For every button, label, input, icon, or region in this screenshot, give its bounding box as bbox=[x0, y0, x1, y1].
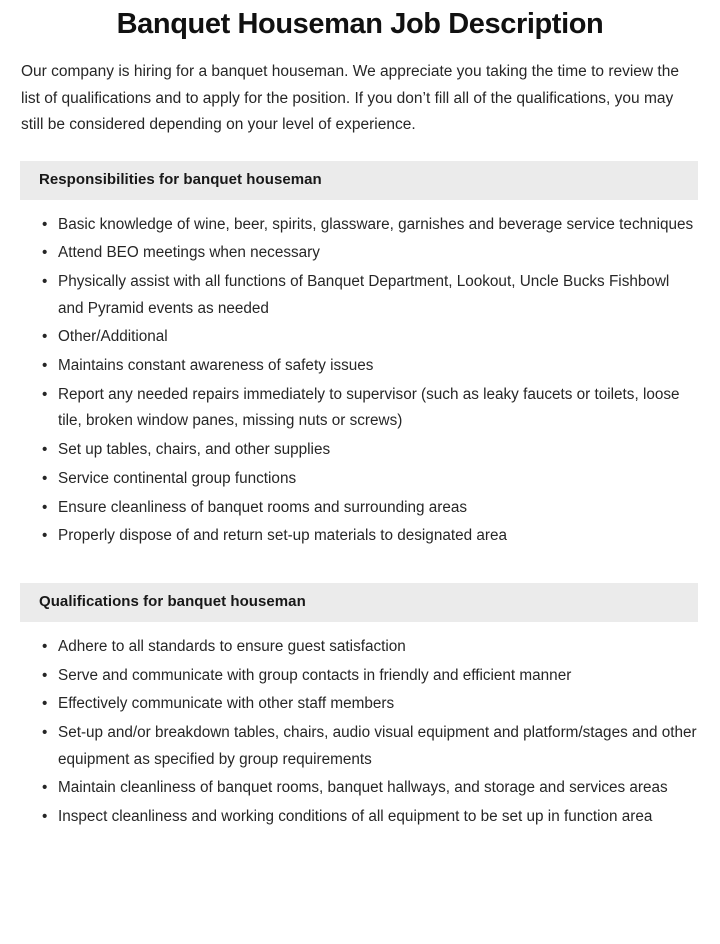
bullet-icon: • bbox=[42, 272, 48, 290]
bullet-icon: • bbox=[42, 779, 48, 797]
list-item-text: Serve and communicate with group contacts in friendly and efficient manner bbox=[58, 666, 572, 684]
bullet-icon: • bbox=[42, 244, 48, 262]
list-item bbox=[20, 691, 698, 718]
list-item-text: Set-up and/or breakdown tables, chairs, audio visual equipment and platform/stages and other equipment as specified by group requirements bbox=[58, 724, 697, 768]
list-item-text: Attend BEO meetings when necessary bbox=[58, 244, 320, 262]
list-item-text: Set up tables, chairs, and other supplies bbox=[58, 441, 331, 459]
list-item-text: Effectively communicate with other staff members bbox=[58, 695, 395, 713]
bullet-icon: • bbox=[42, 724, 48, 742]
section-spacer bbox=[0, 552, 720, 561]
list-item-text: Maintains constant awareness of safety issues bbox=[58, 357, 374, 375]
bullet-icon: • bbox=[42, 666, 48, 684]
bullet-icon: • bbox=[42, 215, 48, 233]
list-item bbox=[20, 240, 698, 267]
section-qualifications bbox=[0, 583, 720, 831]
list-item-text: Ensure cleanliness of banquet rooms and surrounding areas bbox=[58, 498, 468, 516]
bullet-icon: • bbox=[42, 637, 48, 655]
bullet-icon: • bbox=[42, 328, 48, 346]
list-item-text: Basic knowledge of wine, beer, spirits, glassware, garnishes and beverage service techniques bbox=[58, 215, 694, 233]
section-heading-label: Qualifications for banquet houseman bbox=[39, 593, 306, 611]
section-responsibilities bbox=[0, 161, 720, 550]
list-item-text: Physically assist with all functions of Banquet Department, Lookout, Uncle Bucks Fishbowl and Pyramid events as needed bbox=[58, 272, 670, 317]
list-item-text: Service continental group functions bbox=[58, 469, 297, 487]
list-item bbox=[20, 466, 698, 493]
bullet-icon: • bbox=[42, 808, 48, 826]
qualifications-list bbox=[0, 622, 720, 831]
intro-paragraph: Our company is hiring for a banquet houseman. We appreciate you taking the time to review the list of qualifications and to apply for the position. If you don’t fill all of the qualifications, you may still be considered depending on your level of experience. bbox=[21, 63, 679, 133]
list-item bbox=[20, 324, 698, 351]
list-item bbox=[20, 634, 698, 661]
list-item-text: Report any needed repairs immediately to supervisor (such as leaky faucets or toilets, loose tile, broken window panes, missing nuts or screws) bbox=[58, 385, 680, 430]
list-item bbox=[20, 720, 698, 773]
list-item bbox=[20, 353, 698, 380]
page-title: Banquet Houseman Job Description bbox=[116, 8, 604, 40]
bullet-icon: • bbox=[42, 527, 48, 545]
section-header-qualifications bbox=[20, 583, 698, 622]
list-item-text: Maintain cleanliness of banquet rooms, banquet hallways, and storage and services areas bbox=[58, 779, 668, 797]
bullet-icon: • bbox=[42, 695, 48, 713]
section-header-responsibilities bbox=[20, 161, 698, 200]
list-item bbox=[20, 495, 698, 522]
list-item-text: Properly dispose of and return set-up materials to designated area bbox=[58, 527, 507, 545]
bullet-icon: • bbox=[42, 498, 48, 516]
bullet-icon: • bbox=[42, 441, 48, 459]
list-item bbox=[20, 382, 698, 435]
list-item bbox=[20, 663, 698, 690]
responsibilities-list bbox=[0, 200, 720, 550]
list-item-text: Other/Additional bbox=[58, 328, 168, 346]
list-item bbox=[20, 437, 698, 464]
list-item bbox=[20, 269, 698, 322]
list-item-text: Adhere to all standards to ensure guest satisfaction bbox=[58, 637, 406, 655]
list-item-text: Inspect cleanliness and working conditions of all equipment to be set up in function area bbox=[58, 808, 653, 826]
bullet-icon: • bbox=[42, 357, 48, 375]
list-item bbox=[20, 212, 698, 239]
list-item bbox=[20, 523, 698, 550]
bullet-icon: • bbox=[42, 385, 48, 403]
list-item bbox=[20, 775, 698, 802]
list-item bbox=[20, 804, 698, 831]
bullet-icon: • bbox=[42, 469, 48, 487]
section-heading-label: Responsibilities for banquet houseman bbox=[39, 171, 322, 188]
